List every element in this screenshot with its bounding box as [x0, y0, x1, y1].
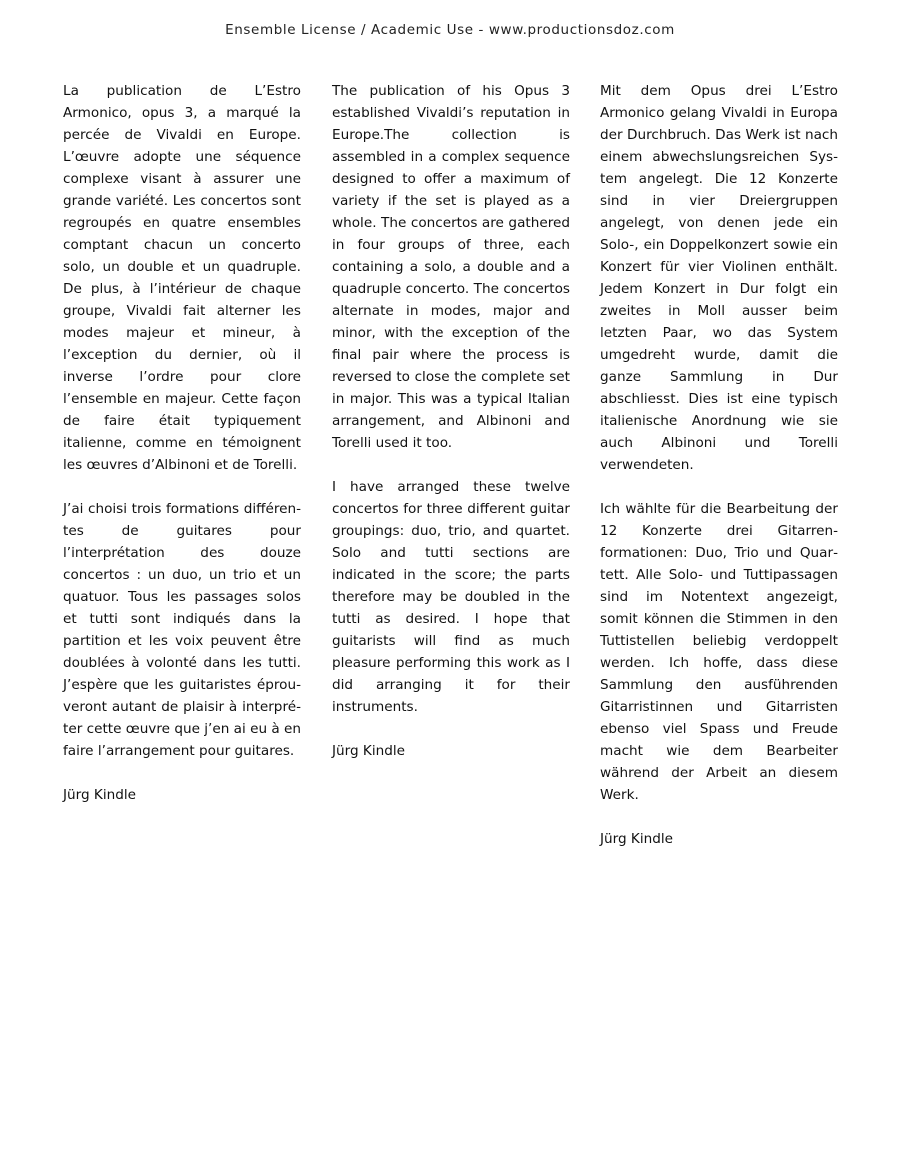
- french-column: [63, 80, 301, 806]
- english-signature: Jürg Kindle: [332, 743, 405, 759]
- french-paragraph: J’ai choisi trois formations différentes de guitares pour l’interprétation des douze concertos : un duo, un trio et un quatuor. Tous les passages solos et tutti sont indiqués dans la partition et les voix peuvent être doublées à volonté dans les tutti. J’espère que les guitaristes éprouveront autant de plaisir à interpréter cette œuvre que j’en ai eu à en faire l’arrangement pour guitares.: [63, 501, 302, 759]
- english-column: [332, 80, 570, 762]
- german-paragraph: Ich wählte für die Bearbeitung der 12 Konzerte drei Gitarrenformationen: Duo, Trio und Quartett. Alle Solo- und Tuttipassagen sind im Notentext angezeigt, somit können die Stimmen in den Tuttistellen beliebig verdoppelt werden. Ich hoffe, dass diese Sammlung den ausführenden Gitarristinnen und Gitarristen ebenso viel Spass und Freude macht wie dem Bearbeiter während der Arbeit an diesem Werk.: [600, 501, 838, 803]
- german-column: [600, 80, 838, 850]
- german-signature: Jürg Kindle: [600, 831, 673, 847]
- french-paragraph: La publication de L’Estro Armonico, opus 3, a marqué la percée de Vivaldi en Europe. L’œuvre adopte une séquence complexe visant à assurer une grande variété. Les concertos sont regroupés en quatre ensembles comptant chacun un concerto solo, un double et un quadruple. De plus, à l’intérieur de chaque groupe, Vivaldi fait alterner les modes majeur et mineur, à l’exception du dernier, où il inverse l’ordre pour clore l’ensemble en majeur. Cette façon de faire était typiquement italienne, comme en témoignent les œuvres d’Albinoni et de Torelli.: [63, 83, 301, 473]
- english-paragraph: I have arranged these twelve concertos for three different guitar groupings: duo, trio, and quartet. Solo and tutti sections are indicated in the score; the parts therefore may be doubled in the tutti as desired. I hope that guitarists will find as much pleasure performing this work as I did arranging it for their instruments.: [332, 479, 570, 715]
- license-header: Ensemble License / Academic Use - www.productionsdoz.com: [225, 22, 675, 38]
- german-paragraph: Mit dem Opus drei L’Estro Armonico gelang Vivaldi in Europa der Durchbruch. Das Werk ist nach einem abwechslungsreichen System angelegt. Die 12 Konzerte sind in vier Dreiergruppen angelegt, von denen jede ein Solo-, ein Doppelkonzert sowie ein Konzert für vier Violinen enthält. Jedem Konzert in Dur folgt ein zweites in Moll ausser beim letzten Paar, wo das System umgedreht wurde, damit die ganze Sammlung in Dur abschliesst. Dies ist eine typisch italienische Anordnung wie sie auch Albinoni und Torelli verwendeten.: [600, 83, 838, 473]
- french-signature: Jürg Kindle: [63, 787, 136, 803]
- english-paragraph: The publication of his Opus 3 established Vivaldi’s reputation in Europe.The collection is assembled in a complex sequence designed to offer a maximum of variety if the set is played as a whole. The concertos are gathered in four groups of three, each containing a solo, a double and a quadruple concerto. The concertos alternate in modes, major and minor, with the exception of the final pair where the process is reversed to close the complete set in major. This was a typical Italian arrangement, and Albinoni and Torelli used it too.: [332, 83, 570, 451]
